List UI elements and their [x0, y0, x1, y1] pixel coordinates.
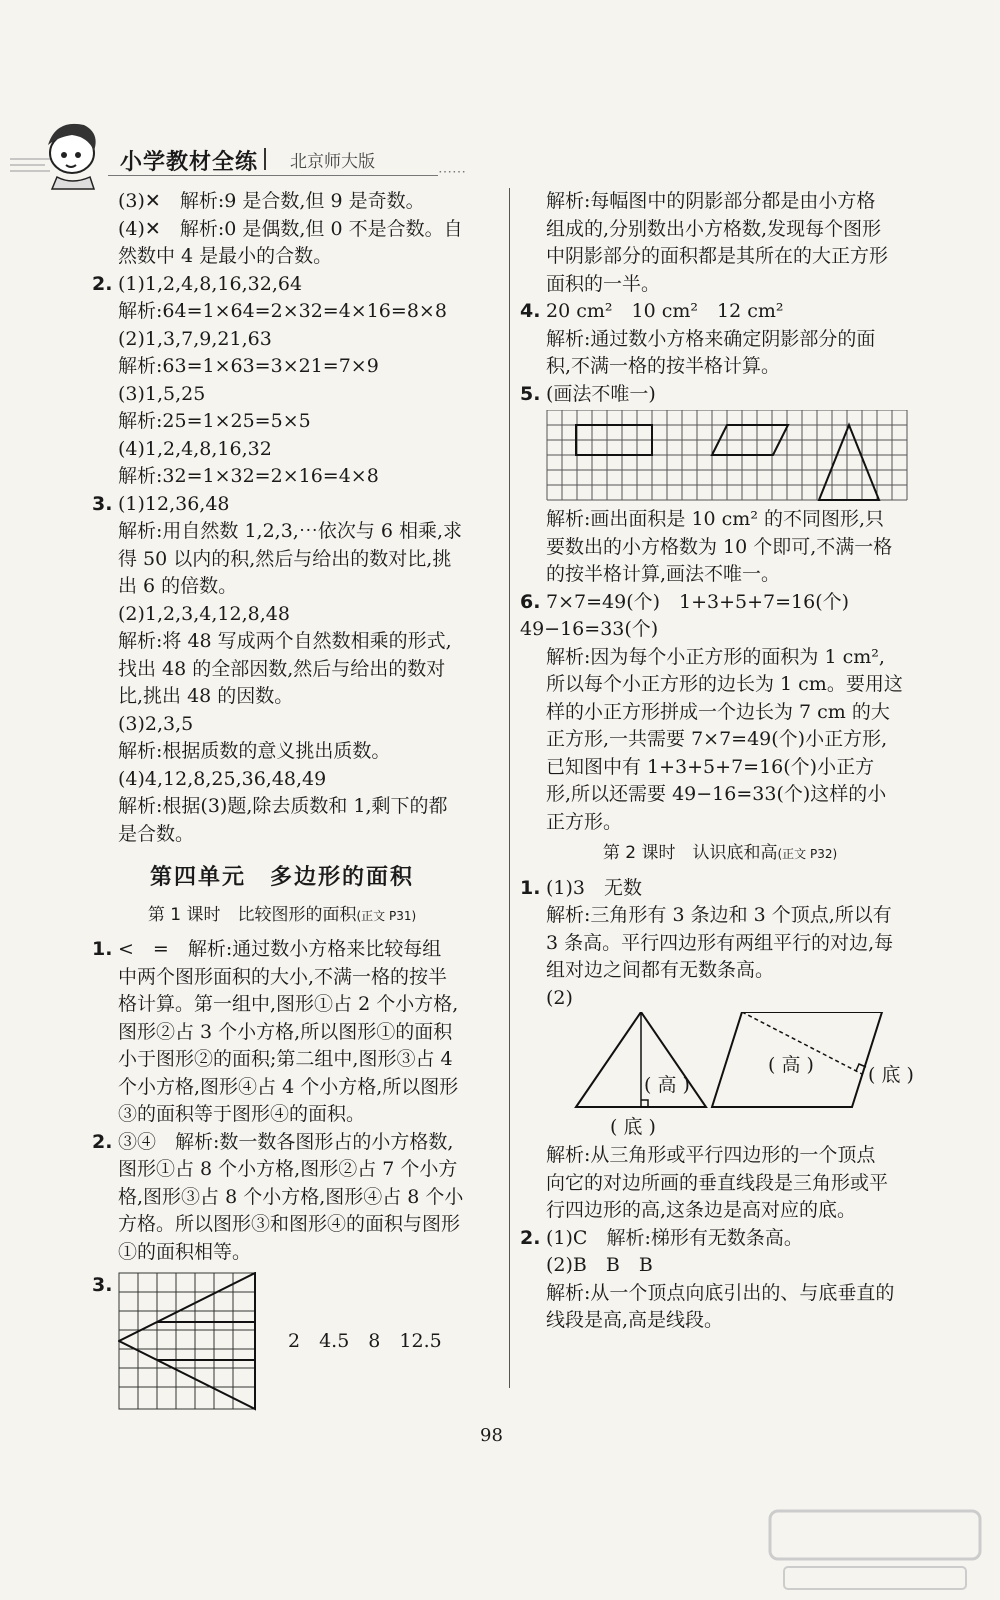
answer-line: 然数中 4 是最小的合数。 — [118, 245, 333, 267]
analysis-line: 样的小正方形拼成一个边长为 7 cm 的大 — [546, 700, 890, 723]
lesson-heading — [520, 840, 920, 869]
answer-line: (1)1,2,4,8,16,32,64 — [118, 272, 303, 295]
analysis-line: ①的面积相等。 — [118, 1240, 252, 1263]
question-number: 6. — [520, 590, 541, 613]
answer-line: 49−16=33(个) — [520, 618, 659, 640]
answer-line: 20 cm² 10 cm² 12 cm² — [546, 300, 784, 322]
answer-line: (3)✕ 解析:9 是合数,但 9 是奇数。 — [118, 190, 425, 212]
analysis-line: 正方形,一共需要 7×7=49(个)小正方形, — [546, 728, 888, 750]
analysis-line: 组成的,分别数出小方格数,发现每个图形 — [546, 217, 882, 240]
speed-lines-icon — [10, 155, 100, 175]
analysis-line: ③的面积等于图形④的面积。 — [118, 1103, 366, 1125]
shapes-grid-figure — [546, 410, 910, 502]
analysis-line: 解析:25=1×25=5×5 — [118, 410, 311, 432]
analysis-line: < = 解析:通过数小方格来比较每组 — [118, 938, 442, 960]
analysis-line: 要数出的小方格数为 10 个即可,不满一格 — [546, 535, 893, 558]
header-separator — [264, 148, 266, 170]
analysis-line: 解析:用自然数 1,2,3,⋯依次与 6 相乘,求 — [118, 520, 463, 542]
analysis-line: 解析:通过数小方格来确定阴影部分的面 — [546, 327, 876, 350]
label-height-triangle: ( 高 ) — [644, 1074, 690, 1096]
analysis-line: 图形①占 8 个小方格,图形②占 7 个小方 — [118, 1158, 458, 1180]
grid-triangle-figure — [118, 1272, 258, 1412]
question-3 — [92, 491, 472, 849]
analysis-line: 解析:64=1×64=2×32=4×16=8×8 — [118, 300, 447, 322]
analysis-line: 方格。所以图形③和图形④的面积与图形 — [118, 1213, 461, 1235]
label-height-parallelogram: ( 高 ) — [768, 1054, 814, 1076]
question-4 — [520, 298, 920, 381]
answer-line: (2)1,2,3,4,12,8,48 — [118, 602, 290, 625]
question-6 — [520, 589, 920, 617]
answer-line: (1)3 无数 — [546, 876, 643, 899]
question-number: 1. — [92, 938, 113, 960]
answer-line: 7×7=49(个) 1+3+5+7=16(个) — [546, 590, 850, 613]
area-values: 2 4.5 8 12.5 — [288, 1330, 442, 1353]
book-title: 小学教材全练 — [120, 150, 259, 175]
answer-line: (画法不唯一) — [546, 382, 656, 405]
analysis-line: 解析:根据(3)题,除去质数和 1,剩下的都 — [118, 795, 448, 817]
analysis-line: 格计算。第一组中,图形①占 2 个小方格, — [118, 993, 459, 1015]
analysis-line: 解析:63=1×63=3×21=7×9 — [118, 355, 379, 377]
analysis-line: 所以每个小正方形的边长为 1 cm。要用这 — [546, 673, 903, 695]
answer-line: (1)C 解析:梯形有无数条高。 — [546, 1226, 803, 1249]
analysis-line: 解析:从一个顶点向底引出的、与底垂直的 — [546, 1281, 895, 1304]
question-number: 5. — [520, 382, 541, 405]
analysis-line: 形,所以还需要 49−16=33(个)这样的小 — [546, 783, 887, 805]
left-column — [92, 188, 472, 1412]
lesson1-question-1 — [92, 936, 472, 1129]
analysis-line: 组对边之间都有无数条高。 — [546, 959, 775, 981]
question-number: 2. — [520, 1226, 541, 1249]
analysis-line: 解析:画出面积是 10 cm² 的不同图形,只 — [546, 508, 885, 530]
lesson-ref: (正文 P32) — [777, 847, 838, 861]
analysis-line: 解析:从三角形或平行四边形的一个顶点 — [546, 1144, 876, 1166]
answer-line: (2)1,3,7,9,21,63 — [118, 327, 272, 350]
watermark-logo-icon — [760, 1505, 990, 1595]
unit-heading: 第四单元 多边形的面积 — [149, 865, 414, 890]
triangle-parallelogram-figure — [546, 1012, 920, 1142]
analysis-line: 解析:32=1×32=2×16=4×8 — [118, 465, 379, 487]
mascot-girl-icon — [12, 115, 122, 190]
lesson-ref: (正文 P31) — [356, 908, 417, 923]
lesson-title: 第 2 课时 认识底和高 — [602, 843, 778, 863]
analysis-line: 线段是高,高是线段。 — [546, 1309, 724, 1331]
question-number: 1. — [520, 876, 541, 899]
label-base-triangle: ( 底 ) — [610, 1116, 656, 1138]
question-number: 2. — [92, 1130, 113, 1153]
lesson-heading — [92, 902, 472, 931]
answer-line: (4)✕ 解析:0 是偶数,但 0 不是合数。自 — [118, 217, 463, 240]
answer-line: (4)4,12,8,25,36,48,49 — [118, 767, 327, 790]
analysis-line: 3 条高。平行四边形有两组平行的对边,每 — [546, 931, 894, 954]
right-column — [520, 188, 920, 1335]
analysis-line: 个小方格,图形④占 4 个小方格,所以图形 — [118, 1075, 459, 1098]
analysis-line: 格,图形③占 8 个小方格,图形④占 8 个小 — [118, 1185, 464, 1208]
analysis-line: 解析:每幅图中的阴影部分都是由小方格 — [546, 190, 876, 212]
answer-line: (2)B B B — [546, 1254, 653, 1276]
analysis-line: 图形②占 3 个小方格,所以图形①的面积 — [118, 1020, 453, 1043]
lesson1-question-2 — [92, 1129, 472, 1267]
analysis-line: ③④ 解析:数一数各图形占的小方格数, — [118, 1130, 454, 1153]
analysis-line: 面积的一半。 — [546, 272, 661, 295]
answer-line: (3)1,5,25 — [118, 382, 206, 405]
analysis-line: 是合数。 — [118, 822, 195, 845]
analysis-line: 出 6 的倍数。 — [118, 575, 238, 597]
lesson2-question-2 — [520, 1225, 920, 1335]
header-rule — [108, 175, 438, 176]
header-dots: ⋯⋯ — [438, 164, 466, 180]
analysis-line: 的按半格计算,画法不唯一。 — [546, 563, 781, 585]
lesson1-question-3 — [92, 1272, 472, 1412]
analysis-line: 正方形。 — [546, 810, 623, 833]
analysis-line: 已知图中有 1+3+5+7=16(个)小正方 — [546, 755, 875, 778]
book-edition: 北京师大版 — [290, 152, 375, 172]
page-header — [0, 110, 1000, 190]
lesson-title: 第 1 课时 比较图形的面积 — [147, 904, 357, 925]
analysis-line: 得 50 以内的积,然后与给出的数对比,挑 — [118, 547, 452, 570]
analysis-line: 解析:将 48 写成两个自然数相乘的形式, — [118, 630, 452, 652]
analysis-line: 小于图形②的面积;第二组中,图形③占 4 — [118, 1048, 453, 1070]
column-divider — [509, 188, 510, 1388]
analysis-line: 解析:因为每个小正方形的面积为 1 cm², — [546, 645, 885, 668]
page-number: 98 — [480, 1425, 503, 1446]
analysis-line: 找出 48 的全部因数,然后与给出的数对 — [118, 657, 446, 680]
question-number: 4. — [520, 300, 541, 322]
answer-line: (1)12,36,48 — [118, 492, 230, 515]
analysis-line: 中两个图形面积的大小,不满一格的按半 — [118, 965, 448, 988]
question-number: 3. — [92, 1274, 113, 1296]
analysis-line: 中阴影部分的面积都是其所在的大正方形 — [546, 245, 889, 267]
analysis-line: 积,不满一格的按半格计算。 — [546, 355, 781, 377]
height-base-figure — [546, 1012, 920, 1142]
analysis-line: 解析:三角形有 3 条边和 3 个顶点,所以有 — [546, 904, 892, 926]
question-2 — [92, 271, 472, 491]
analysis-line: 行四边形的高,这条边是高对应的底。 — [546, 1199, 857, 1221]
answer-line: (2) — [546, 986, 573, 1009]
lesson2-question-1 — [520, 875, 920, 1225]
analysis-line: 解析:根据质数的意义挑出质数。 — [118, 740, 391, 762]
label-base-parallelogram: ( 底 ) — [868, 1064, 914, 1086]
answer-line: (3)2,3,5 — [118, 712, 194, 735]
analysis-line: 比,挑出 48 的因数。 — [118, 685, 294, 707]
question-5 — [520, 381, 920, 589]
answer-line: (4)1,2,4,8,16,32 — [118, 437, 272, 460]
question-number: 2. — [92, 272, 113, 295]
analysis-line: 向它的对边所画的垂直线段是三角形或平 — [546, 1171, 889, 1194]
question-number: 3. — [92, 492, 113, 515]
